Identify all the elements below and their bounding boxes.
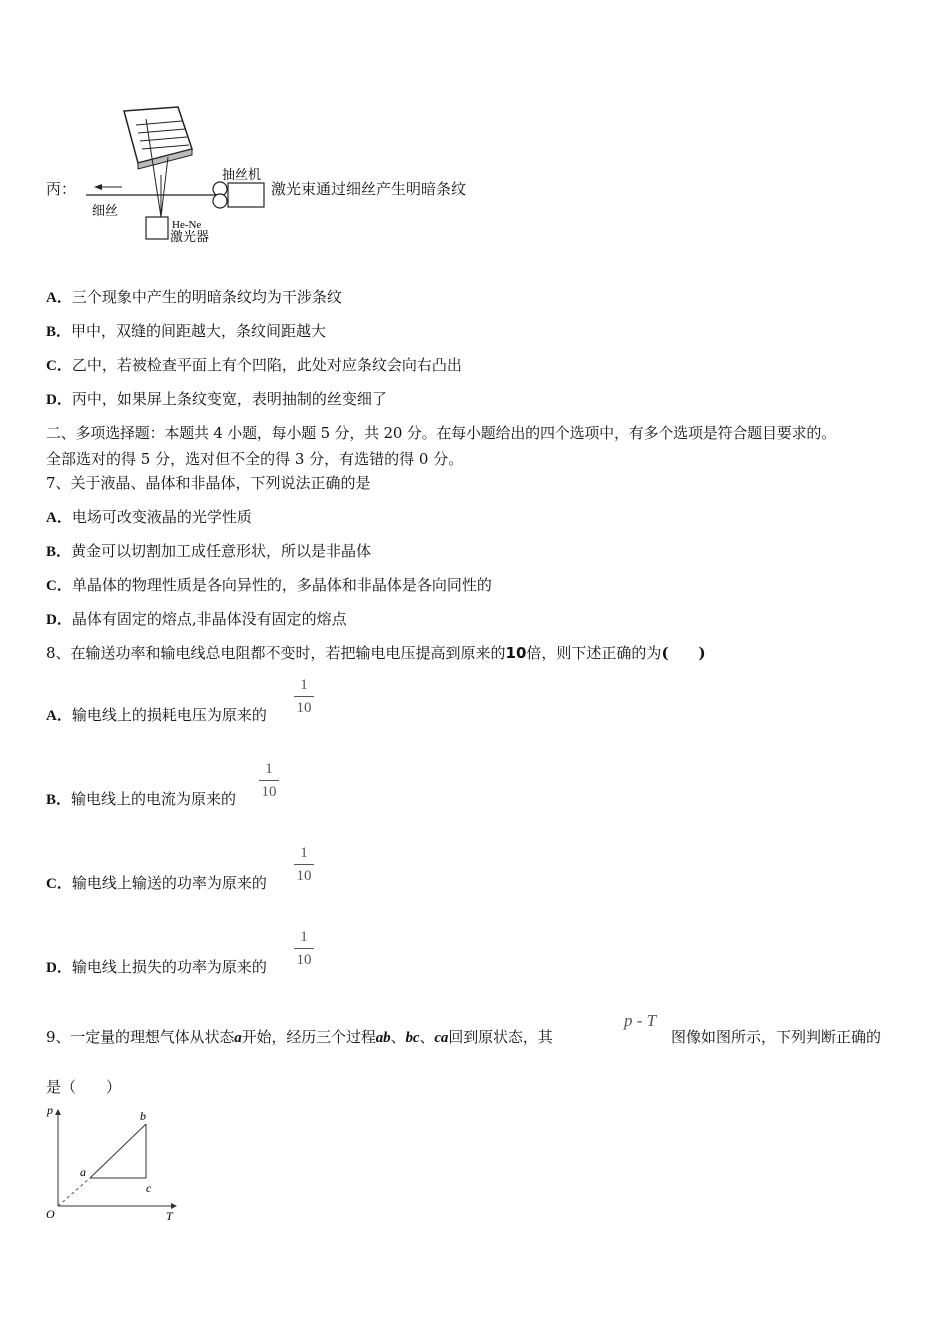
q9-stem-a: 9、一定量的理想气体从状态 (46, 1028, 235, 1046)
q9-stem-c: 回到原状态，其 (448, 1028, 553, 1046)
q8-stem-paren: ( ) (661, 644, 706, 662)
fraction-numerator: 1 (294, 928, 314, 949)
option-letter: D． (46, 960, 72, 976)
fraction-one-tenth (294, 676, 314, 717)
figure-bing-prefix: 丙： (46, 180, 77, 198)
fraction-numerator: 1 (294, 676, 314, 697)
q9-sep2: 、 (419, 1028, 435, 1046)
y-axis-label: p (47, 1103, 53, 1117)
figure-bing-caption: 激光束通过细丝产生明暗条纹 (271, 180, 467, 198)
option-text: 甲中，双缝的间距越大，条纹间距越大 (71, 322, 327, 340)
option-text: 输电线上损失的功率为原来的 (71, 958, 267, 976)
q7-option-b[interactable] (46, 540, 371, 561)
option-letter: A． (46, 708, 72, 724)
q6-option-b[interactable] (46, 320, 326, 341)
section2-line2: 全部选对的得 5 分，选对但不全的得 3 分，有选错的得 0 分。 (46, 450, 464, 468)
fraction-one-tenth (259, 760, 279, 801)
option-text: 晶体有固定的熔点,非晶体没有固定的熔点 (71, 610, 347, 628)
option-text: 乙中，若被检查平面上有个凹陷，此处对应条纹会向右凸出 (71, 356, 462, 374)
q9-sep1: 、 (390, 1028, 406, 1046)
q8-option-c[interactable] (46, 872, 267, 893)
laser-wire-diagram (86, 105, 262, 245)
option-letter: D． (46, 392, 72, 408)
q7-option-d[interactable] (46, 608, 347, 629)
section2-line1: 二、多项选择题：本题共 4 小题，每小题 5 分，共 20 分。在每小题给出的四个选项中，有多个选项是符合题目要求的。 (46, 424, 836, 442)
option-text: 输电线上输送的功率为原来的 (71, 874, 267, 892)
q8-stem-b: 倍，则下述正确的为 (526, 644, 662, 662)
option-letter: A． (46, 290, 72, 306)
option-text: 丙中，如果屏上条纹变宽，表明抽制的丝变细了 (71, 390, 387, 408)
label-wire: 细丝 (92, 203, 119, 218)
q9-process-ca: ca (434, 1030, 449, 1046)
q7-option-c[interactable] (46, 574, 492, 595)
option-text: 三个现象中产生的明暗条纹均为干涉条纹 (71, 288, 342, 306)
q9-stem-d: 图像如图所示，下列判断正确的 (671, 1028, 882, 1046)
option-text: 黄金可以切割加工成任意形状，所以是非晶体 (71, 542, 372, 560)
fraction-denominator: 10 (296, 700, 312, 716)
option-letter: A． (46, 510, 72, 526)
q9-process-ab: ab (375, 1030, 391, 1046)
q9-process-bc: bc (405, 1030, 420, 1046)
option-text: 输电线上的损耗电压为原来的 (71, 706, 267, 724)
q8-option-d[interactable] (46, 956, 267, 977)
q7-stem: 7、关于液晶、晶体和非晶体，下列说法正确的是 (46, 474, 371, 492)
q8-stem-a: 8、在输送功率和输电线总电阻都不变时，若把输电电压提高到原来的 (46, 644, 506, 662)
q6-option-c[interactable] (46, 354, 462, 375)
q9-stem-e: 是（ ） (46, 1078, 122, 1096)
option-letter: B． (46, 544, 72, 560)
option-text: 输电线上的电流为原来的 (71, 790, 237, 808)
fraction-numerator: 1 (294, 844, 314, 865)
option-letter: C． (46, 876, 72, 892)
fraction-one-tenth (294, 928, 314, 969)
origin-label: O (46, 1207, 55, 1221)
q9-pt-symbol: p - T (624, 1011, 657, 1030)
dashed-extension (58, 1178, 90, 1206)
process-ab (90, 1124, 146, 1178)
label-laser-bottom: 激光器 (170, 229, 210, 244)
option-letter: B． (46, 324, 72, 340)
pt-graph (40, 1100, 190, 1230)
option-text: 电场可改变液晶的光学性质 (71, 508, 252, 526)
q8-stem-num: 10 (505, 644, 527, 662)
point-a-label: a (80, 1165, 86, 1179)
option-letter: B． (46, 792, 72, 808)
fraction-denominator: 10 (296, 868, 312, 884)
label-machine: 抽丝机 (222, 167, 262, 182)
q9-state-a: a (234, 1030, 242, 1046)
label-laser-top: He-Ne (172, 219, 202, 231)
q9-stem-line1 (46, 1026, 553, 1047)
q8-option-b[interactable] (46, 788, 236, 809)
fraction-numerator: 1 (259, 760, 279, 781)
q8-option-a[interactable] (46, 704, 267, 725)
option-letter: C． (46, 358, 72, 374)
option-text: 单晶体的物理性质是各向异性的，多晶体和非晶体是各向同性的 (71, 576, 492, 594)
option-letter: C． (46, 578, 72, 594)
q7-option-a[interactable] (46, 506, 252, 527)
fraction-denominator: 10 (261, 784, 277, 800)
point-b-label: b (140, 1109, 146, 1123)
q6-option-a[interactable] (46, 286, 342, 307)
option-letter: D． (46, 612, 72, 628)
q6-option-d[interactable] (46, 388, 387, 409)
fraction-denominator: 10 (296, 952, 312, 968)
point-c-label: c (146, 1181, 152, 1195)
fraction-one-tenth (294, 844, 314, 885)
x-axis-label: T (166, 1209, 173, 1223)
q8-stem (46, 642, 706, 663)
q9-stem-b: 开始，经历三个过程 (241, 1028, 376, 1046)
